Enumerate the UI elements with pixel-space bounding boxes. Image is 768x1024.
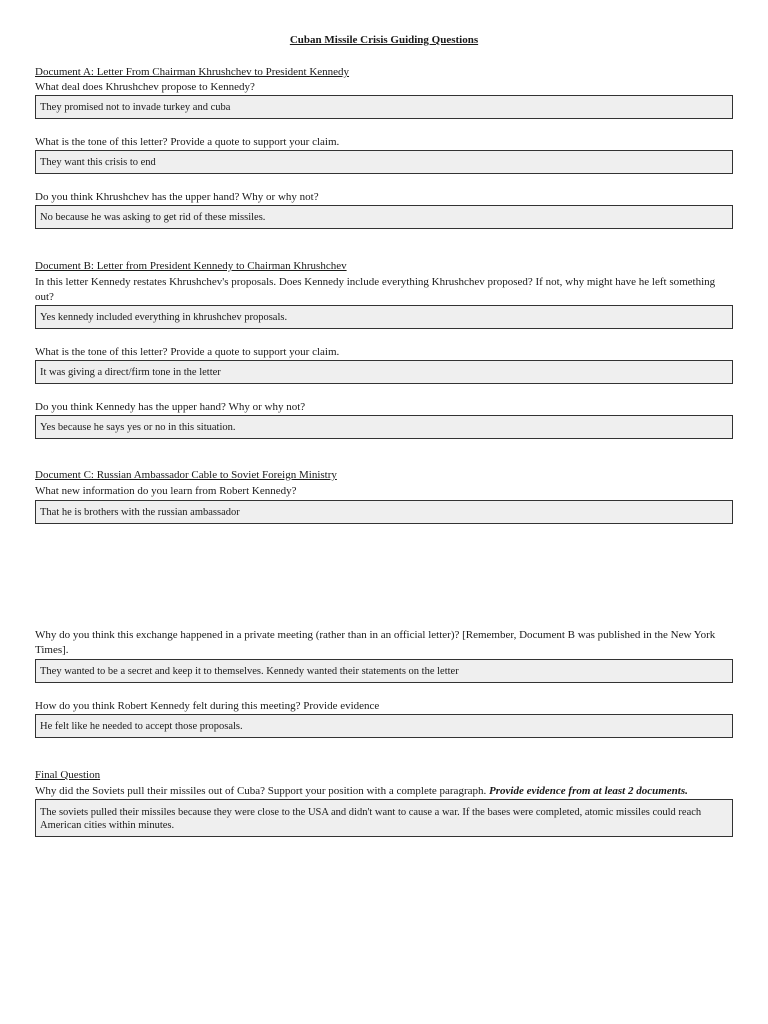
doc-b-heading: Document B: Letter from President Kennedy to Chairman Khrushchev	[35, 260, 347, 272]
doc-b-answer-2[interactable]: It was giving a direct/firm tone in the letter	[35, 360, 733, 384]
doc-c-answer-1[interactable]: That he is brothers with the russian ambassador	[35, 500, 733, 524]
doc-a-question-2: What is the tone of this letter? Provide a quote to support your claim.	[35, 136, 340, 148]
doc-a-answer-1[interactable]: They promised not to invade turkey and cuba	[35, 95, 733, 119]
doc-a-heading: Document A: Letter From Chairman Khrushchev to President Kennedy	[35, 66, 350, 78]
final-question-text	[35, 784, 735, 799]
doc-c-heading: Document C: Russian Ambassador Cable to Soviet Foreign Ministry	[35, 469, 337, 481]
doc-b-question-3: Do you think Kennedy has the upper hand? Why or why not?	[35, 401, 306, 413]
doc-b-question-1: In this letter Kennedy restates Khrushchev's proposals. Does Kennedy include everything Khrushchev proposed? If not, why might have he left something out?	[35, 276, 716, 303]
doc-c-question-2: Why do you think this exchange happened in a private meeting (rather than in an official letter)? [Remember, Document B was published in the New York Times].	[35, 629, 716, 656]
worksheet-title: Cuban Missile Crisis Guiding Questions	[289, 34, 479, 46]
doc-b-answer-1[interactable]: Yes kennedy included everything in khrushchev proposals.	[35, 305, 733, 329]
doc-c-question-1: What new information do you learn from Robert Kennedy?	[35, 485, 297, 497]
doc-a-question-1: What deal does Khrushchev propose to Kennedy?	[35, 81, 255, 93]
doc-b-answer-3[interactable]: Yes because he says yes or no in this situation.	[35, 415, 733, 439]
doc-a-answer-2[interactable]: They want this crisis to end	[35, 150, 733, 174]
doc-c-question-3: How do you think Robert Kennedy felt during this meeting? Provide evidence	[35, 700, 380, 712]
final-answer[interactable]: The soviets pulled their missiles because they were close to the USA and didn't want to cause a war. If the bases were completed, atomic missiles could reach American cities within minutes.	[35, 799, 733, 837]
doc-a-answer-3[interactable]: No because he was asking to get rid of these missiles.	[35, 205, 733, 229]
doc-a-question-3: Do you think Khrushchev has the upper hand? Why or why not?	[35, 191, 319, 203]
doc-c-answer-3[interactable]: He felt like he needed to accept those proposals.	[35, 714, 733, 738]
final-question-heading: Final Question	[35, 769, 101, 781]
doc-c-answer-2[interactable]: They wanted to be a secret and keep it to themselves. Kennedy wanted their statements on the letter	[35, 659, 733, 683]
doc-b-question-2: What is the tone of this letter? Provide a quote to support your claim.	[35, 346, 340, 358]
final-question-prompt: Why did the Soviets pull their missiles out of Cuba? Support your position with a complete paragraph.	[35, 785, 487, 797]
final-question-emphasis: Provide evidence from at least 2 documents.	[489, 785, 688, 797]
